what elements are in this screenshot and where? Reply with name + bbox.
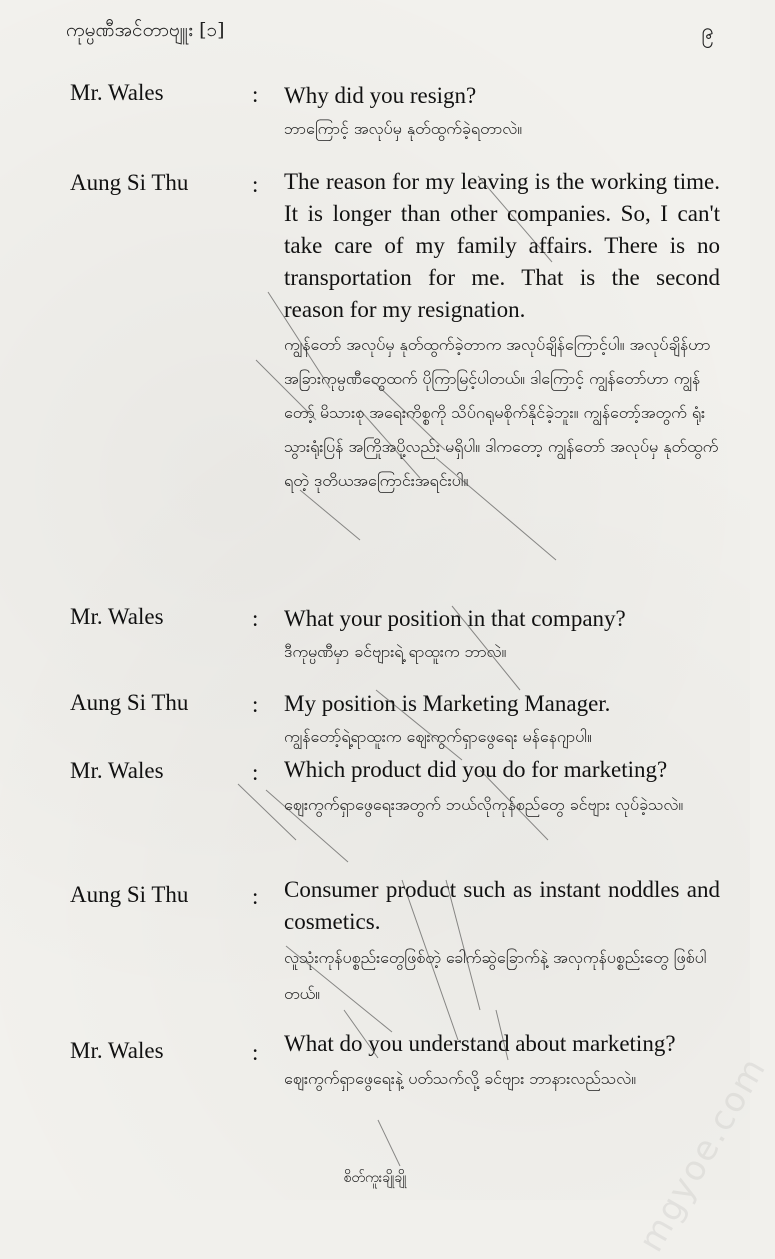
dialogue-entry bbox=[284, 874, 720, 1012]
speaker-colon: : bbox=[252, 760, 259, 785]
english-line: My position is Marketing Manager. bbox=[284, 691, 611, 716]
myanmar-translation: ဈေးကွက်ရှာဖွေရေးအတွက် ဘယ်လိုကုန်စည်တွေ ခင်ဗျား လုပ်ခဲ့သလဲ။ bbox=[284, 795, 684, 814]
streak-mark bbox=[378, 1120, 400, 1166]
speaker-colon: : bbox=[252, 884, 259, 909]
myanmar-translation: ကျွန်တော့်ရဲ့ရာထူးက ဈေးကွက်ရှာဖွေရေး မန်နေဂျာပါ။ bbox=[284, 727, 592, 746]
myanmar-translation: ဒီကုမ္ပဏီမှာ ခင်ဗျားရဲ့ ရာထူးက ဘာလဲ။ bbox=[284, 642, 507, 661]
speaker-colon: : bbox=[252, 692, 259, 717]
myanmar-translation: ဘာကြောင့် အလုပ်မှ နုတ်ထွက်ခဲ့ရတာလဲ။ bbox=[284, 119, 523, 138]
english-line: Why did you resign? bbox=[284, 83, 477, 108]
english-line: Consumer product such as instant noddles and cosmetics. bbox=[284, 877, 720, 934]
speaker-name: Aung Si Thu bbox=[70, 690, 189, 715]
english-line: The reason for my leaving is the working time. It is longer than other companies. So, I can't take care of my family affairs. There is no transportation for me. That is the second reason for my resignation. bbox=[284, 169, 720, 322]
watermark-logo: mgyoe.com bbox=[631, 1050, 775, 1259]
dialogue-entry bbox=[284, 166, 720, 498]
myanmar-translation: လူသုံးကုန်ပစ္စည်းတွေဖြစ်တဲ့ ခေါက်ဆွဲခြောက်နဲ့ အလှကုန်ပစ္စည်းတွေ ဖြစ်ပါတယ်။ bbox=[284, 948, 707, 1003]
dialogue-entry bbox=[284, 1028, 720, 1096]
page-number: ၉ bbox=[701, 19, 714, 44]
dialogue-entry bbox=[284, 754, 720, 822]
myanmar-translation: ကျွန်တော် အလုပ်မှ နုတ်ထွက်ခဲ့တာက အလုပ်ချိန်ကြောင့်ပါ။ အလုပ်ချိန်ဟာ အခြားကုမ္ပဏီတွေထက် ပိုကြာမြင့်ပါတယ်။ ဒါကြောင့် ကျွန်တော်ဟာ ကျွန်တော့် မိသားစု အရေးကိစ္စကို သိပ်ဂရုမစိုက်နိုင်ခဲ့ဘူး။ ကျွန်တော့်အတွက် ရုံးသွားရုံးပြန် အကြိုအပို့လည်း မရှိပါ။ ဒါကတော့ ကျွန်တော် အလုပ်မှ နုတ်ထွက်ရတဲ့ ဒုတိယအကြောင်းအရင်းပါ။ bbox=[284, 335, 719, 490]
dialogue-entry bbox=[284, 80, 720, 144]
english-line: What do you understand about marketing? bbox=[284, 1031, 676, 1056]
running-header-title: ကုမ္ပဏီအင်တာဗျူး [၁] bbox=[66, 19, 225, 41]
speaker-name: Mr. Wales bbox=[70, 1038, 164, 1063]
myanmar-translation: ဈေးကွက်ရှာဖွေရေးနဲ့ ပတ်သက်လို့ ခင်ဗျား ဘာနားလည်သလဲ။ bbox=[284, 1069, 637, 1088]
speaker-name: Mr. Wales bbox=[70, 604, 164, 629]
dialogue-entry bbox=[284, 603, 720, 667]
speaker-name: Aung Si Thu bbox=[70, 882, 189, 907]
english-line: Which product did you do for marketing? bbox=[284, 757, 668, 782]
speaker-colon: : bbox=[252, 606, 259, 631]
speaker-name: Mr. Wales bbox=[70, 80, 164, 105]
footer-publisher: စိတ်ကူးချိုချို bbox=[343, 1170, 407, 1186]
speaker-colon: : bbox=[252, 1040, 259, 1065]
english-line: What your position in that company? bbox=[284, 606, 626, 631]
speaker-colon: : bbox=[252, 82, 259, 107]
dialogue-entry bbox=[284, 688, 720, 752]
speaker-name: Aung Si Thu bbox=[70, 170, 189, 195]
speaker-colon: : bbox=[252, 172, 259, 197]
speaker-name: Mr. Wales bbox=[70, 758, 164, 783]
